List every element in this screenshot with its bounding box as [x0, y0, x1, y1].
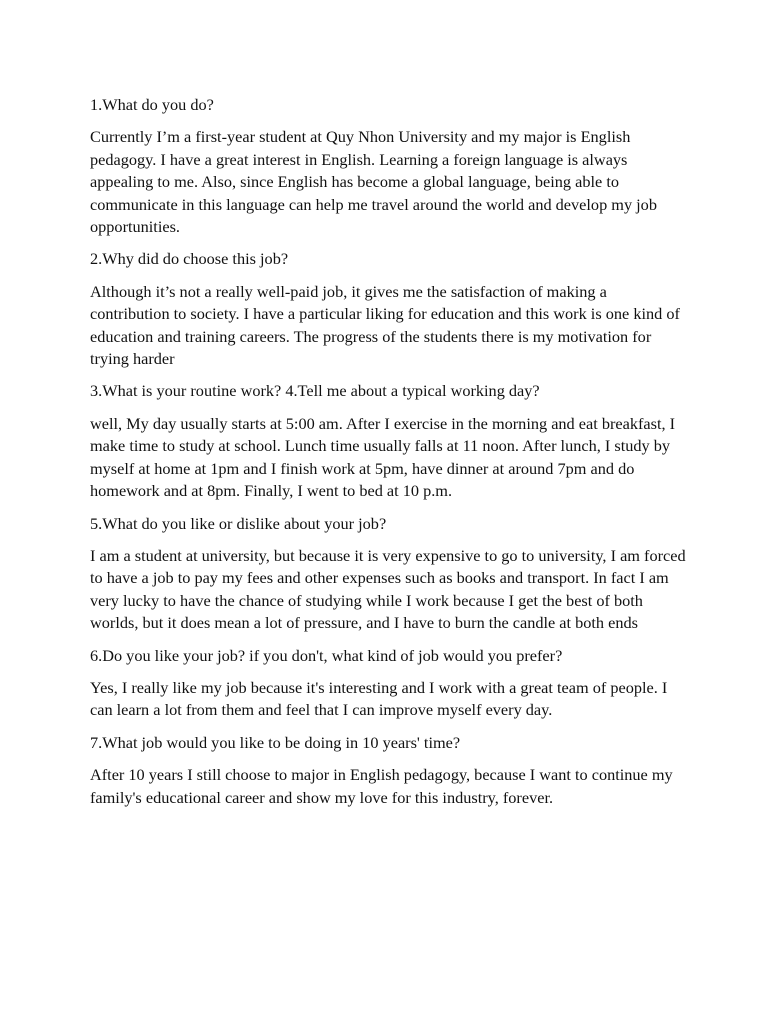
qa-block-2 [90, 248, 690, 370]
question-4: 5.What do you like or dislike about your job? [90, 513, 387, 533]
qa-block-5 [90, 645, 690, 722]
question-2: 2.Why did do choose this job? [90, 249, 289, 269]
qa-block-1 [90, 94, 690, 238]
answer-2: Although it’s not a really well-paid job, it gives me the satisfaction of making a contribution to society. I have a particular liking for education and this work is one kind of education and training careers. The progress of the students there is my motivation for trying harder [90, 281, 680, 369]
answer-3: well, My day usually starts at 5:00 am. After I exercise in the morning and eat breakfast, I make time to study at school. Lunch time usually falls at 11 noon. After lunch, I study by myself at home at 1pm and I finish work at 5pm, have dinner at around 7pm and do homework and at 8pm. Finally, I went to bed at 10 p.m. [90, 413, 676, 501]
qa-block-3 [90, 380, 690, 502]
answer-5: Yes, I really like my job because it's interesting and I work with a great team of people. I can learn a lot from them and feel that I can improve myself every day. [90, 677, 668, 720]
question-5: 6.Do you like your job? if you don't, what kind of job would you prefer? [90, 645, 563, 665]
document-page [90, 94, 690, 819]
answer-4: I am a student at university, but because it is very expensive to go to university, I am forced to have a job to pay my fees and other expenses such as books and transport. In fact I am very lucky to have the chance of studying while I work because I get the best of both worlds, but it does mean a lot of pressure, and I have to burn the candle at both ends [90, 545, 686, 633]
question-3: 3.What is your routine work? 4.Tell me about a typical working day? [90, 381, 540, 401]
question-6: 7.What job would you like to be doing in 10 years' time? [90, 732, 461, 752]
question-1: 1.What do you do? [90, 95, 214, 114]
qa-block-4 [90, 513, 690, 635]
qa-block-6 [90, 732, 690, 809]
answer-6: After 10 years I still choose to major in English pedagogy, because I want to continue my family's educational career and show my love for this industry, forever. [90, 765, 673, 807]
answer-1: Currently I’m a first-year student at Quy Nhon University and my major is English pedagogy. I have a great interest in English. Learning a foreign language is always appealing to me. Also, since English has become a global language, being able to communicate in this language can help me travel around the world and develop my job opportunities. [90, 127, 657, 237]
